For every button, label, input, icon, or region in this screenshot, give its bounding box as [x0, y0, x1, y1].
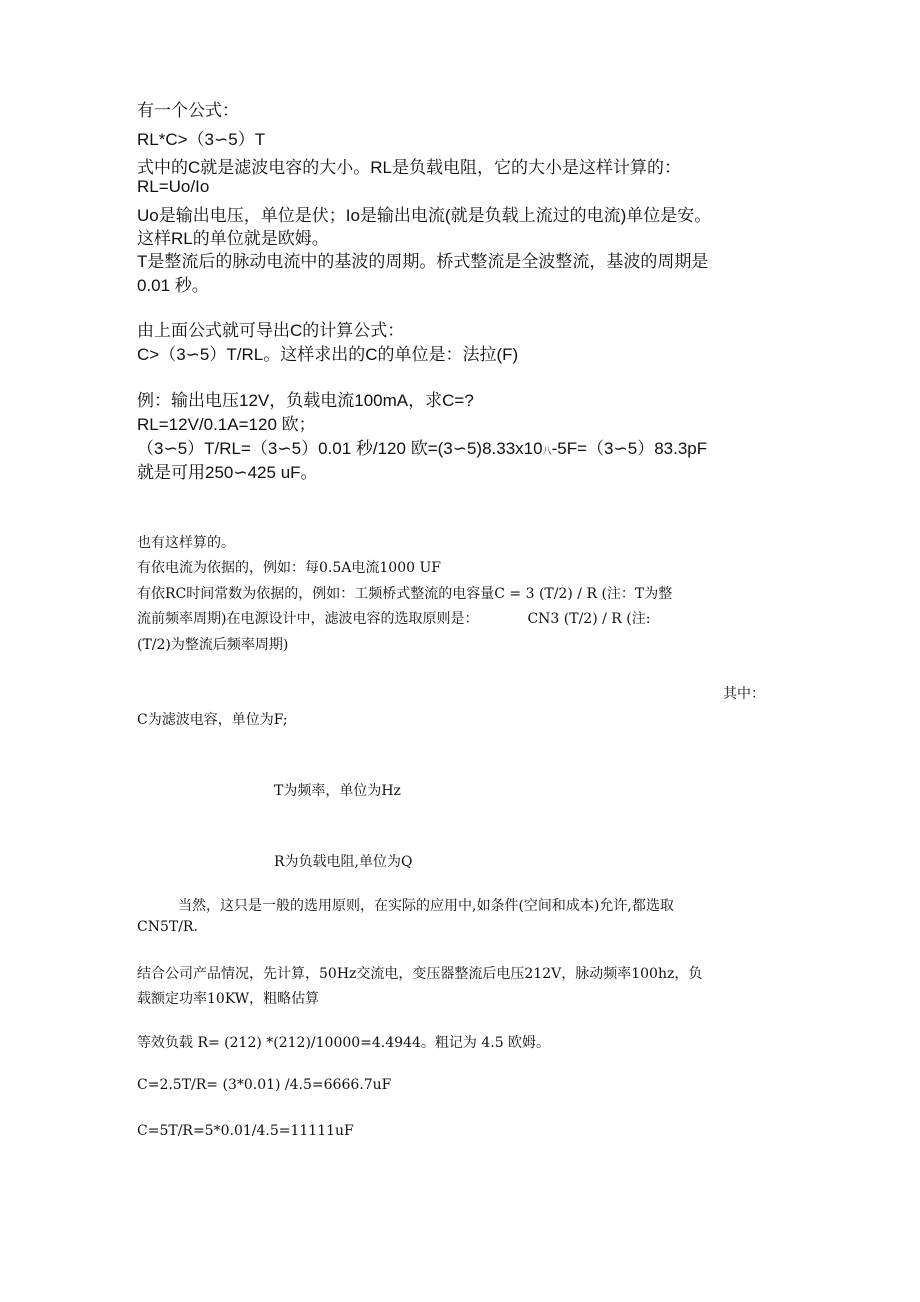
body-line: 有依电流为依据的，例如：每0.5A电流1000 UF	[137, 560, 441, 576]
example-calc-main: （3∽5）T/RL=（3∽5）0.01 秒/120 欧=(3∽5)8.33x10	[137, 439, 543, 458]
body-line: T是整流后的脉动电流中的基波的周期。桥式整流是全波整流，基波的周期是	[137, 252, 709, 271]
body-line: 载额定功率10KW，粗略估算	[137, 991, 320, 1007]
example-line: 就是可用250∽425 uF。	[137, 463, 318, 482]
example-line	[137, 434, 707, 459]
body-line: 等效负载 R= (212) *(212)/10000=4.4944。粗记为 4.5 欧姆。	[137, 1035, 551, 1051]
example-calc-tail: -5F=（3∽5）83.3pF	[551, 439, 708, 458]
body-line: CN5T/R.	[137, 919, 198, 935]
body-line: 有依RC时间常数为依据的，例如：工频桥式整流的电容量C = 3 (T/2) / R (注：T为整	[137, 586, 673, 602]
body-line: 由上面公式就可导出C的计算公式：	[137, 321, 405, 340]
example-line: 例：输出电压12V，负载电流100mA，求C=?	[137, 391, 474, 410]
where-label: 其中：	[723, 686, 765, 702]
body-line: 也有这样算的。	[137, 535, 235, 551]
body-line: 结合公司产品情况，先计算，50Hz交流电，变压器整流后电压212V，脉动频率100hz，负	[137, 966, 703, 982]
definition-line: T为频率，单位为Hz	[274, 783, 401, 799]
body-line: 流前频率周期)在电源设计中，滤波电容的选取原则是： CN3 (T/2) / R (注:	[137, 611, 651, 627]
formula-line: RL*C>（3∽5）T	[137, 130, 266, 149]
body-line: RL=Uo/Io	[137, 177, 210, 196]
body-line: C=2.5T/R= (3*0.01) /4.5=6666.7uF	[137, 1077, 392, 1093]
intro-line: 有一个公式：	[137, 101, 239, 120]
body-line: (T/2)为整流后频率周期)	[137, 637, 289, 653]
body-line: 这样RL的单位就是欧姆。	[137, 229, 329, 248]
definition-line: R为负载电阻,单位为Q	[274, 854, 413, 870]
example-line: RL=12V/0.1A=120 欧；	[137, 415, 316, 434]
body-line: Uo是输出电压，单位是伏；Io是输出电流(就是负载上流过的电流)单位是安。	[137, 206, 712, 225]
body-line: C>（3∽5）T/RL。这样求出的C的单位是：法拉(F)	[137, 345, 519, 364]
definition-line: C为滤波电容，单位为F;	[137, 712, 288, 728]
body-line: 当然，这只是一般的选用原则，在实际的应用中,如条件(空间和成本)允许,都选取	[178, 898, 674, 914]
example-calc-sub: 八	[542, 446, 552, 456]
body-line: 0.01 秒。	[137, 276, 209, 295]
body-line: C=5T/R=5*0.01/4.5=11111uF	[137, 1123, 354, 1139]
body-line: 式中的C就是滤波电容的大小。RL是负载电阻，它的大小是这样计算的：	[137, 158, 682, 177]
